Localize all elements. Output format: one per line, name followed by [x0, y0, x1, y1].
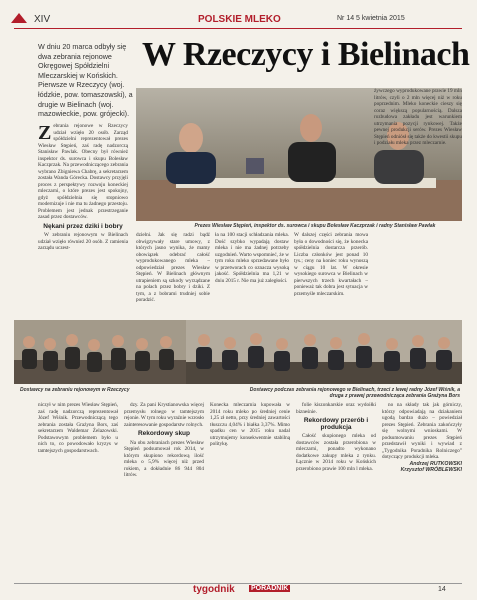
article-column-2: dzielni. Jak się radzi bądź obwigzywały stare umowy, z których jasno wynika, że mamy obowiązek odebrać całość wyprodukowanego mleka – odpowiedział prezes Wiesław Stępień. W Bielinach głównym utrapieniem są szkody wyrządzane na polach przez bobry i dziki. Z tym, a z bobrami trudniej sobie poradzić. [136, 232, 210, 303]
lower-column-4 [296, 402, 376, 580]
lower-column-2-text-2: Na obu zebraniach prezes Wiesław Stępień podsumował rok 2014, w którym skupiono rekordową ilość mleka o 5,9% więcej niż przed rokiem, a dokładnie 86 944 804 litrów. [124, 439, 204, 478]
lower-column-2 [124, 402, 204, 580]
lower-column-4-text-2: Całość skupionego mleka od dostawców została przerobiona w mleczarni, ponadto wykonano dodatkowe zakupy mleka z rynku. Łącznie w 2014 roku w Końskich przerobiono prawie 100 mln l mleka. [296, 433, 376, 472]
lower-column-3: Konecka mleczarnia kupowała w 2014 roku mleko po średniej cenie 1,25 zł netto, przy średniej zawartości tłuszczu 4,04% i białka 3,37%. Mimo spadku cen w 2015 roku nadal utrzymujemy konsekwentnie stabilną politykę. [210, 402, 290, 447]
subheading-przerob: Rekordowy przerób i produkcja [303, 417, 369, 431]
photo-bieliny-caption: Dostawcy podczas zebrania rejonowego w Bielinach, trzeci z lewej radny Józef Wiśnik, a druga z prawej przewodnicząca zebrania Grażyna Bors [249, 387, 460, 399]
footer-page-number: 14 [438, 586, 446, 593]
triangle-icon [11, 13, 27, 23]
article-lead: W dniu 20 marca odbyły się dwa zebrania rejonowe Okręgowej Spółdzielni Mleczarskiej w Końskich. Pierwsze w Rzeczycy (woj. łódzkie, pow. tomaszowski), a drugie w Bielinach (woj. mazowieckie, pow. grójecki). [38, 42, 133, 119]
drop-cap: Z [38, 123, 52, 144]
footer-divider [14, 583, 462, 584]
column-1-text: ebrania rejonowe w Rzeczycy udział wzięło 20 osób. Zarząd spółdzielni reprezentował prezes Wiesław Stępień, zaś radę nadzorczą Stanisław Pawlak. Obecny był również inspektor ds. surowca i skupu Bolesław Kaczprzak. Na przewodniczącego zebrania wybrano Zbigniewa Chabrę, a sekretarzem została Wanda Górecka. Dostawcy przyjęli proces z perspektywy rozwoju koneckiej mleczarni, o które prezes jest spokojny, gdyż spółdzielnia się stopniowo modernizuje i nie ma tu żadnego przestoju. Problemem jest jednak przestrzeganie zasad przez dostawców. [38, 123, 128, 220]
lower-column-1: niczył w nim prezes Wiesław Stępień, zaś radę nadzorczą reprezentował Józef Wiśnik. Przewodniczącą tego zebrania została Grażyna Bors, zaś sekretarzem Waldemar Żelazowski. Podstawowym problemem było u nich to, co powodowało kryzys w tamtejszych gospodarstwach. [38, 402, 118, 454]
author-signature-1: Andrzej RUTKOWSKI [409, 460, 462, 467]
lower-column-4-text: folie kiszonkarskie oraz wydoiłki bizneśnie. [296, 402, 376, 415]
lower-column-2-text: dzy. Za pani Krystianowska więcej przemysłu rolnego w tamtejszym rejonie. W tym roku wyraźnie wzrosło zainteresowanie gospodarstw rolnych. [124, 402, 204, 428]
issue-info: Nr 14 5 kwietnia 2015 [337, 15, 405, 22]
page-header [0, 0, 477, 30]
section-title: POLSKIE MLEKO [198, 14, 281, 25]
article-column-1 [38, 123, 128, 338]
photo-rzeczyca-caption: Dostawcy na zebraniu rejonowym w Rzeczycy [20, 387, 130, 393]
page-numeral: XIV [34, 14, 51, 25]
article-column-3: ła na 100 stacji schładzania mleka. Dość szybko wypadają dostaw mleka i nie ma żadnej potrzeby uzgodnień. Warto wspomnieć, że w tym roku mleko sprzedawane było w przetworach co oznacza wysoką jakość. Spółdzielnia ma 1,21 w dniu 2015 r. Nie ma już zaległości. [215, 232, 289, 284]
article-column-5: żywczego wyprodukowane prawie 19 mln litrów, czyli o 2 mln więcej niż w roku poprzednim. Mleko koneckie cieszy się coraz większą popularnością. Dalsza rozbudowa zakładu jest warunkiem utrzymania pozycji rynkowej. Także pewnej produkcji serów. Prezes Wiesław Stępień odniósł się także do kwestii skupu i podziału mleka przez mleczarnie. [374, 88, 462, 146]
subheading-dziki: Nękani przez dziki i bobry [43, 222, 123, 230]
photo-officials-caption: Prezes Wiesław Stępień, inspektor ds. surowca i skupu Bolesław Kaczprzak i radny Stanisław Pawlak [194, 223, 436, 229]
subheading-skup: Rekordowy skup [137, 430, 190, 437]
header-divider [14, 28, 462, 29]
author-signature-2: Krzysztof WRÓBLEWSKI [400, 467, 462, 473]
tygodnik-logo: tygodnik [193, 584, 235, 595]
lower-column-5-text: no na składy tak jak górniczy, którzy odpowiadają na dziakaniem ugodą bardzo dużo – powiedział prezes Stępień. Zebrania zakończyły się wolnymi wnioskami. W podsumowaniu prezes Stępień przedstawił wyniki i wywiad z „Tygodnika Poradnika Rolniczego” dotyczący produkcji mleka. [382, 402, 462, 460]
photo-rzeczyca [14, 320, 186, 384]
column-1-text-2: W zebraniu rejonowym w Bielinach udział wzięło również 20 osób. Z ramienia zarządu uczest- [38, 232, 128, 251]
photo-bieliny [186, 320, 462, 384]
article-title: W Rzeczycy i Bielinach [142, 36, 470, 73]
poradnik-logo: PORADNIK [251, 585, 289, 592]
article-column-4: W dalszej części zebrania mowa była o dowodności się, że konecka spółdzielnia dostarcza przerób. Liczba członków jest ponad 10 tys.; ceny na koniec roku wynoszą w ciągu 10 lat. W okresie wysokiego surowca w Bielinach w pierwszych trzech kwartałach – ponieważ tak dobra jest sytuacja w przemyśle mleczarskim. [294, 232, 368, 297]
lower-column-5 [382, 402, 462, 580]
page-footer [0, 583, 477, 600]
